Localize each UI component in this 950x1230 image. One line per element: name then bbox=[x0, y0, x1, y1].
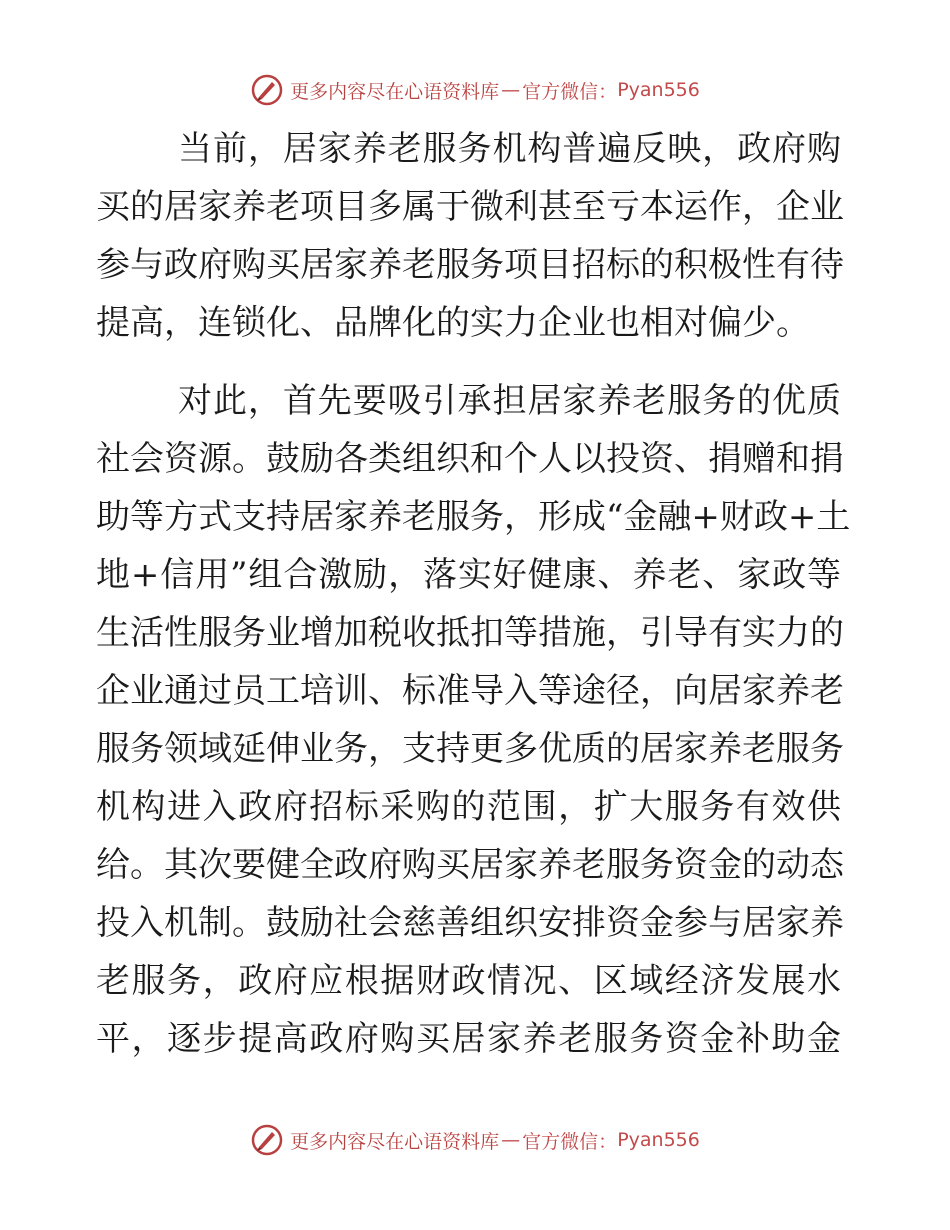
quill-logo-icon bbox=[250, 73, 284, 107]
paragraph-line: 机构进入政府招标采购的范围，扩大服务有效供 bbox=[96, 787, 841, 827]
paragraph-line: 当前，居家养老服务机构普遍反映，政府购 bbox=[178, 129, 841, 169]
paragraph-line: 买的居家养老项目多属于微利甚至亏本运作，企业 bbox=[96, 187, 844, 227]
watermark-separator: — bbox=[501, 79, 521, 101]
watermark-wechat-id: Pyan556 bbox=[617, 79, 700, 101]
paragraph-line: 提高，连锁化、品牌化的实力企业也相对偏少。 bbox=[96, 303, 810, 343]
watermark-main-text: 更多内容尽在心语资料库 bbox=[290, 80, 500, 103]
paragraph-line: 给。其次要健全政府购买居家养老服务资金的动态 bbox=[96, 845, 844, 885]
watermark-main-text: 更多内容尽在心语资料库 bbox=[290, 1130, 500, 1153]
paragraph-1 bbox=[0, 120, 950, 352]
quill-logo-icon bbox=[250, 1123, 284, 1157]
paragraph-line: 对此，首先要吸引承担居家养老服务的优质 bbox=[178, 381, 841, 421]
document-body bbox=[0, 120, 950, 1068]
paragraph-line: 老服务，政府应根据财政情况、区域经济发展水 bbox=[96, 961, 841, 1001]
watermark-wechat-label: 官方微信： bbox=[522, 1130, 618, 1153]
paragraph-line: 平，逐步提高政府购买居家养老服务资金补助金 bbox=[96, 1019, 841, 1059]
paragraph-line: 地+信用”组合激励，落实好健康、养老、家政等 bbox=[96, 555, 841, 595]
footer-watermark bbox=[0, 1120, 950, 1160]
watermark-separator: — bbox=[501, 1129, 521, 1151]
paragraph-line: 助等方式支持居家养老服务，形成“金融+财政+土 bbox=[96, 497, 851, 537]
paragraph-line: 生活性服务业增加税收抵扣等措施，引导有实力的 bbox=[96, 613, 844, 653]
paragraph-line: 社会资源。鼓励各类组织和个人以投资、捐赠和捐 bbox=[96, 439, 844, 479]
paragraph-line: 投入机制。鼓励社会慈善组织安排资金参与居家养 bbox=[96, 903, 844, 943]
paragraph-line: 企业通过员工培训、标准导入等途径，向居家养老 bbox=[96, 671, 844, 711]
paragraph-2 bbox=[0, 372, 950, 1068]
header-watermark bbox=[0, 70, 950, 110]
watermark-wechat-id: Pyan556 bbox=[617, 1129, 700, 1151]
paragraph-line: 服务领域延伸业务，支持更多优质的居家养老服务 bbox=[96, 729, 844, 769]
watermark-wechat-label: 官方微信： bbox=[522, 80, 618, 103]
paragraph-line: 参与政府购买居家养老服务项目招标的积极性有待 bbox=[96, 245, 844, 285]
